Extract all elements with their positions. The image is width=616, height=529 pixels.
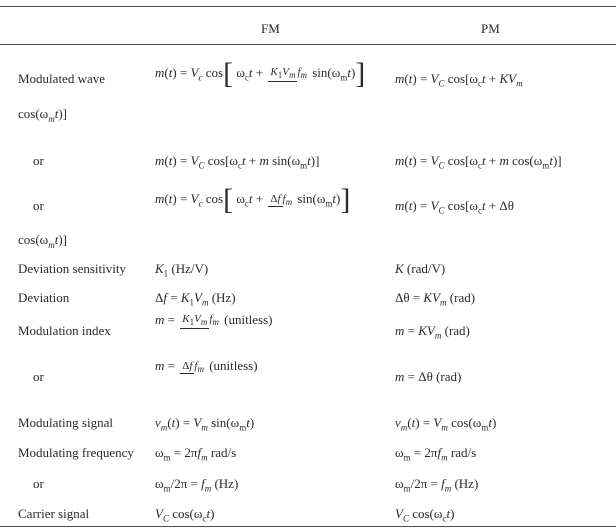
fm-frequency-hz-eq: $\omega_m/2\pi = f_m$ (Hz)	[155, 476, 239, 494]
fm-modulated-wave-eq: $m(t) = V_c$ cos[ $\omega_ct + K_1V_m$ $f_m$ $\sin(\omega_mt)$]	[155, 57, 366, 90]
pm-modulated-wave-eq: $m(t) = V_C$ $\cos[\omega_ct + KV_m$	[395, 71, 523, 89]
pm-modulation-index-alt-eq: m = Δθ (rad)	[395, 369, 462, 384]
fm-deviation-form-eq: $m(t) = V_c$ cos[ $\omega_ct + \Delta f$ $f_m$ $\sin(\omega_mt)$]	[155, 183, 351, 216]
fm-carrier-signal-eq: $V_C$ $\cos(\omega_ct)$	[155, 506, 215, 524]
pm-modulating-frequency-eq: $\omega_m = 2\pi f_m$ rad/s	[395, 445, 477, 463]
header-rule	[0, 44, 616, 45]
pm-modulating-signal-eq: $v_m(t) = V_m$ $\cos(\omega_mt)$	[395, 415, 497, 433]
label-modulation-index: Modulation index	[18, 323, 111, 338]
pm-modulation-index-eq: $m = KV_m$ (rad)	[395, 323, 470, 341]
modulated-wave-continuation-2: $\cos(\omega_mt)$]	[18, 232, 68, 250]
fm-phase-form-eq: $m(t) = V_C$ $\cos[\omega_ct + m$ $\sin(\omega_mt)$]	[155, 153, 320, 171]
top-rule	[0, 6, 616, 7]
fm-deviation-sensitivity: $K_1$ (Hz/V)	[155, 261, 209, 279]
label-or-2: or	[33, 198, 44, 213]
column-header-fm: FM	[261, 21, 280, 36]
pm-phase-form-eq: $m(t) = V_C$ $\cos[\omega_ct + m$ $\cos(\omega_mt)$]	[395, 153, 562, 171]
pm-deviation-form-eq: $m(t) = V_C$ $\cos[\omega_ct + \Delta\theta$	[395, 198, 515, 216]
bottom-rule	[0, 526, 616, 527]
modulated-wave-continuation-1: $\cos(\omega_mt)$]	[18, 106, 68, 124]
column-header-pm: PM	[481, 21, 500, 36]
pm-frequency-hz-eq: $\omega_m/2\pi = f_m$ (Hz)	[395, 476, 479, 494]
fm-modulating-signal-eq: $v_m(t) = V_m$ $\sin(\omega_mt)$	[155, 415, 255, 433]
pm-deviation-sensitivity: K (rad/V)	[395, 261, 446, 276]
fm-modulation-index-alt-eq: m = Δf $f_m$ (unitless)	[155, 358, 258, 375]
fm-deviation-eq: $\Delta f = K_1V_m$ (Hz)	[155, 290, 236, 308]
label-deviation-sensitivity: Deviation sensitivity	[18, 261, 126, 276]
pm-carrier-signal-eq: $V_C$ $\cos(\omega_ct)$	[395, 506, 455, 524]
label-modulating-frequency: Modulating frequency	[18, 445, 134, 460]
fm-modulation-index-eq: $m = K_1V_m$ $f_m$ (unitless)	[155, 312, 273, 328]
pm-deviation-eq: $\Delta\theta = KV_m$ (rad)	[395, 290, 476, 308]
label-modulated-wave: Modulated wave	[18, 71, 106, 86]
label-or-3: or	[33, 369, 44, 384]
fm-modulating-frequency-eq: $\omega_m = 2\pi f_m$ rad/s	[155, 445, 237, 463]
label-deviation: Deviation	[18, 290, 70, 305]
label-carrier-signal: Carrier signal	[18, 506, 90, 521]
label-modulating-signal: Modulating signal	[18, 415, 113, 430]
label-or-4: or	[33, 476, 44, 491]
label-or-1: or	[33, 153, 44, 168]
